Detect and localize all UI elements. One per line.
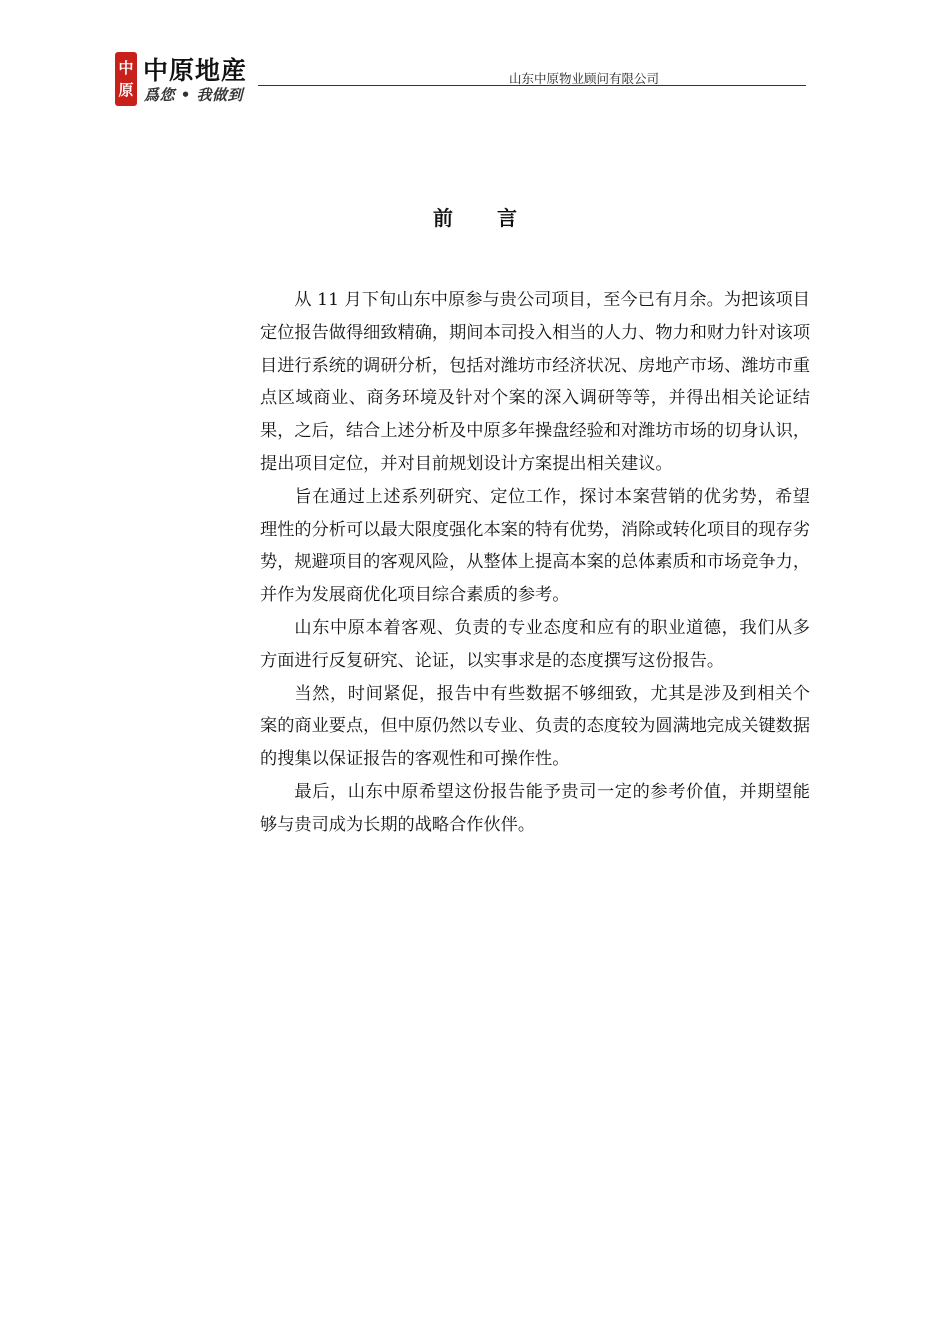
brand-slogan: 爲您 • 我做到 [144,86,244,104]
paragraph-2: 旨在通过上述系列研究、定位工作，探讨本案营销的优劣势，希望理性的分析可以最大限度强化本案的特有优势，消除或转化项目的现存劣势，规避项目的客观风险，从整体上提高本案的总体素质和市场竞争力，并作为发展商优化项目综合素质的参考。 [260,486,811,606]
paragraph-3: 山东中原本着客观、负责的专业态度和应有的职业道德，我们从多方面进行反复研究、论证，以实事求是的态度撰写这份报告。 [260,617,810,671]
company-name: 山东中原物业顾问有限公司 [509,71,660,86]
logo-seal-char-bottom: 原 [118,81,134,99]
page-title: 前言 [433,206,561,230]
logo-seal [115,52,137,106]
paragraph-4: 当然，时间紧促，报告中有些数据不够细致，尤其是涉及到相关个案的商业要点，但中原仍然以专业、负责的态度较为圆满地完成关键数据的搜集以保证报告的客观性和可操作性。 [260,683,811,770]
paragraph-1: 从 11 月下旬山东中原参与贵公司项目，至今已有月余。为把该项目定位报告做得细致精确，期间本司投入相当的人力、物力和财力针对该项目进行系统的调研分析，包括对潍坊市经济状况、房地产市场、潍坊市重点区域商业、商务环境及针对个案的深入调研等等，并得出相关论证结果，之后，结合上述分析及中原多年操盘经验和对潍坊市场的切身认识，提出项目定位，并对目前规划设计方案提出相关建议。 [260,290,811,474]
logo-seal-char-top: 中 [118,59,134,77]
brand-name: 中原地産 [143,56,248,85]
preface-body [260,284,810,842]
paragraph-5: 最后，山东中原希望这份报告能予贵司一定的参考价值，并期望能够与贵司成为长期的战略合作伙伴。 [260,781,810,835]
header-divider [258,85,806,86]
